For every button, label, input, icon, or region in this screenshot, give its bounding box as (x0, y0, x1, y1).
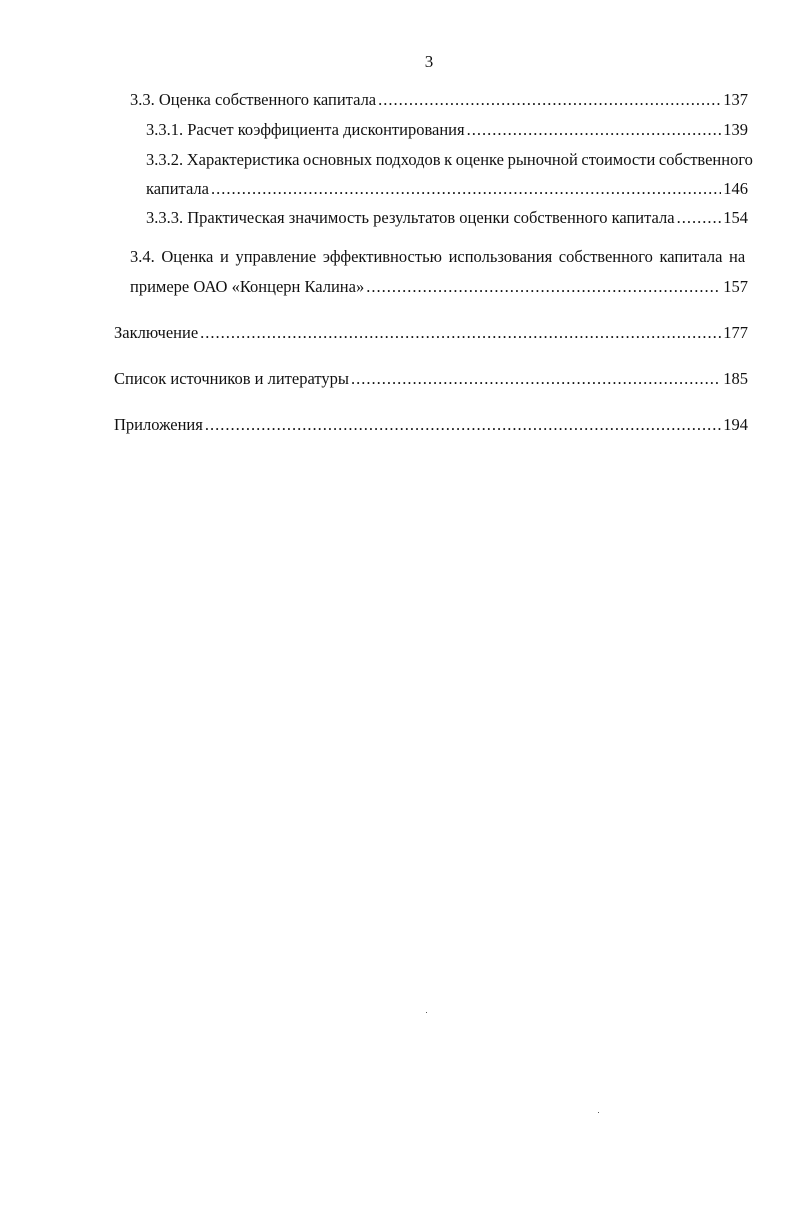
dot-leader (351, 369, 721, 389)
toc-entry-title: 3.3. Оценка собственного капитала (130, 90, 377, 109)
toc-entry-3-4-line1 (130, 247, 748, 267)
toc-entry-3-3-3 (146, 208, 748, 228)
toc-entry-sources (114, 369, 748, 389)
toc-entry-page: 139 (723, 120, 748, 139)
toc-entry-page: 157 (723, 277, 748, 296)
dot-leader (211, 179, 721, 199)
dot-leader (366, 277, 721, 297)
toc-entry-conclusion (114, 323, 748, 343)
toc-entry-title: Приложения (114, 415, 203, 434)
toc-entry-3-3-2-line1 (146, 150, 753, 170)
dot-leader (205, 415, 721, 435)
toc-entry-title: примере ОАО «Концерн Калина» (130, 277, 365, 296)
toc-entry-page: 137 (723, 90, 748, 109)
toc-entry-page: 146 (723, 179, 748, 198)
toc-entry-appendices (114, 415, 748, 435)
toc-entry-title: 3.3.2. Характеристика основных подходов к оценке рыночной стоимости собственного (146, 150, 753, 169)
page-number: 3 (424, 52, 434, 71)
scan-speck (598, 1112, 599, 1113)
toc-entry-page: 154 (723, 208, 748, 227)
dot-leader (467, 120, 722, 140)
toc-entry-title: 3.4. Оценка и управление эффективностью использования собственного капитала на (130, 247, 746, 266)
scan-speck (426, 1012, 427, 1013)
toc-entry-page: 185 (723, 369, 748, 388)
dot-leader (677, 208, 722, 228)
toc-entry-title: капитала (146, 179, 209, 198)
toc-entry-page: 177 (723, 323, 748, 342)
toc-entry-title: 3.3.1. Расчет коэффициента дисконтирования (146, 120, 465, 139)
toc-entry-page: 194 (723, 415, 748, 434)
toc-entry-title: Список источников и литературы (114, 369, 349, 388)
toc-entry-title: 3.3.3. Практическая значимость результатов оценки собственного капитала (146, 208, 675, 227)
toc-entry-3-3-1 (146, 120, 748, 140)
toc-entry-3-3 (130, 90, 748, 110)
toc-entry-3-3-2-line2 (146, 179, 748, 199)
dot-leader (378, 90, 721, 110)
dot-leader (200, 323, 721, 343)
toc-entry-title: Заключение (114, 323, 199, 342)
toc-entry-3-4-line2 (130, 277, 748, 297)
